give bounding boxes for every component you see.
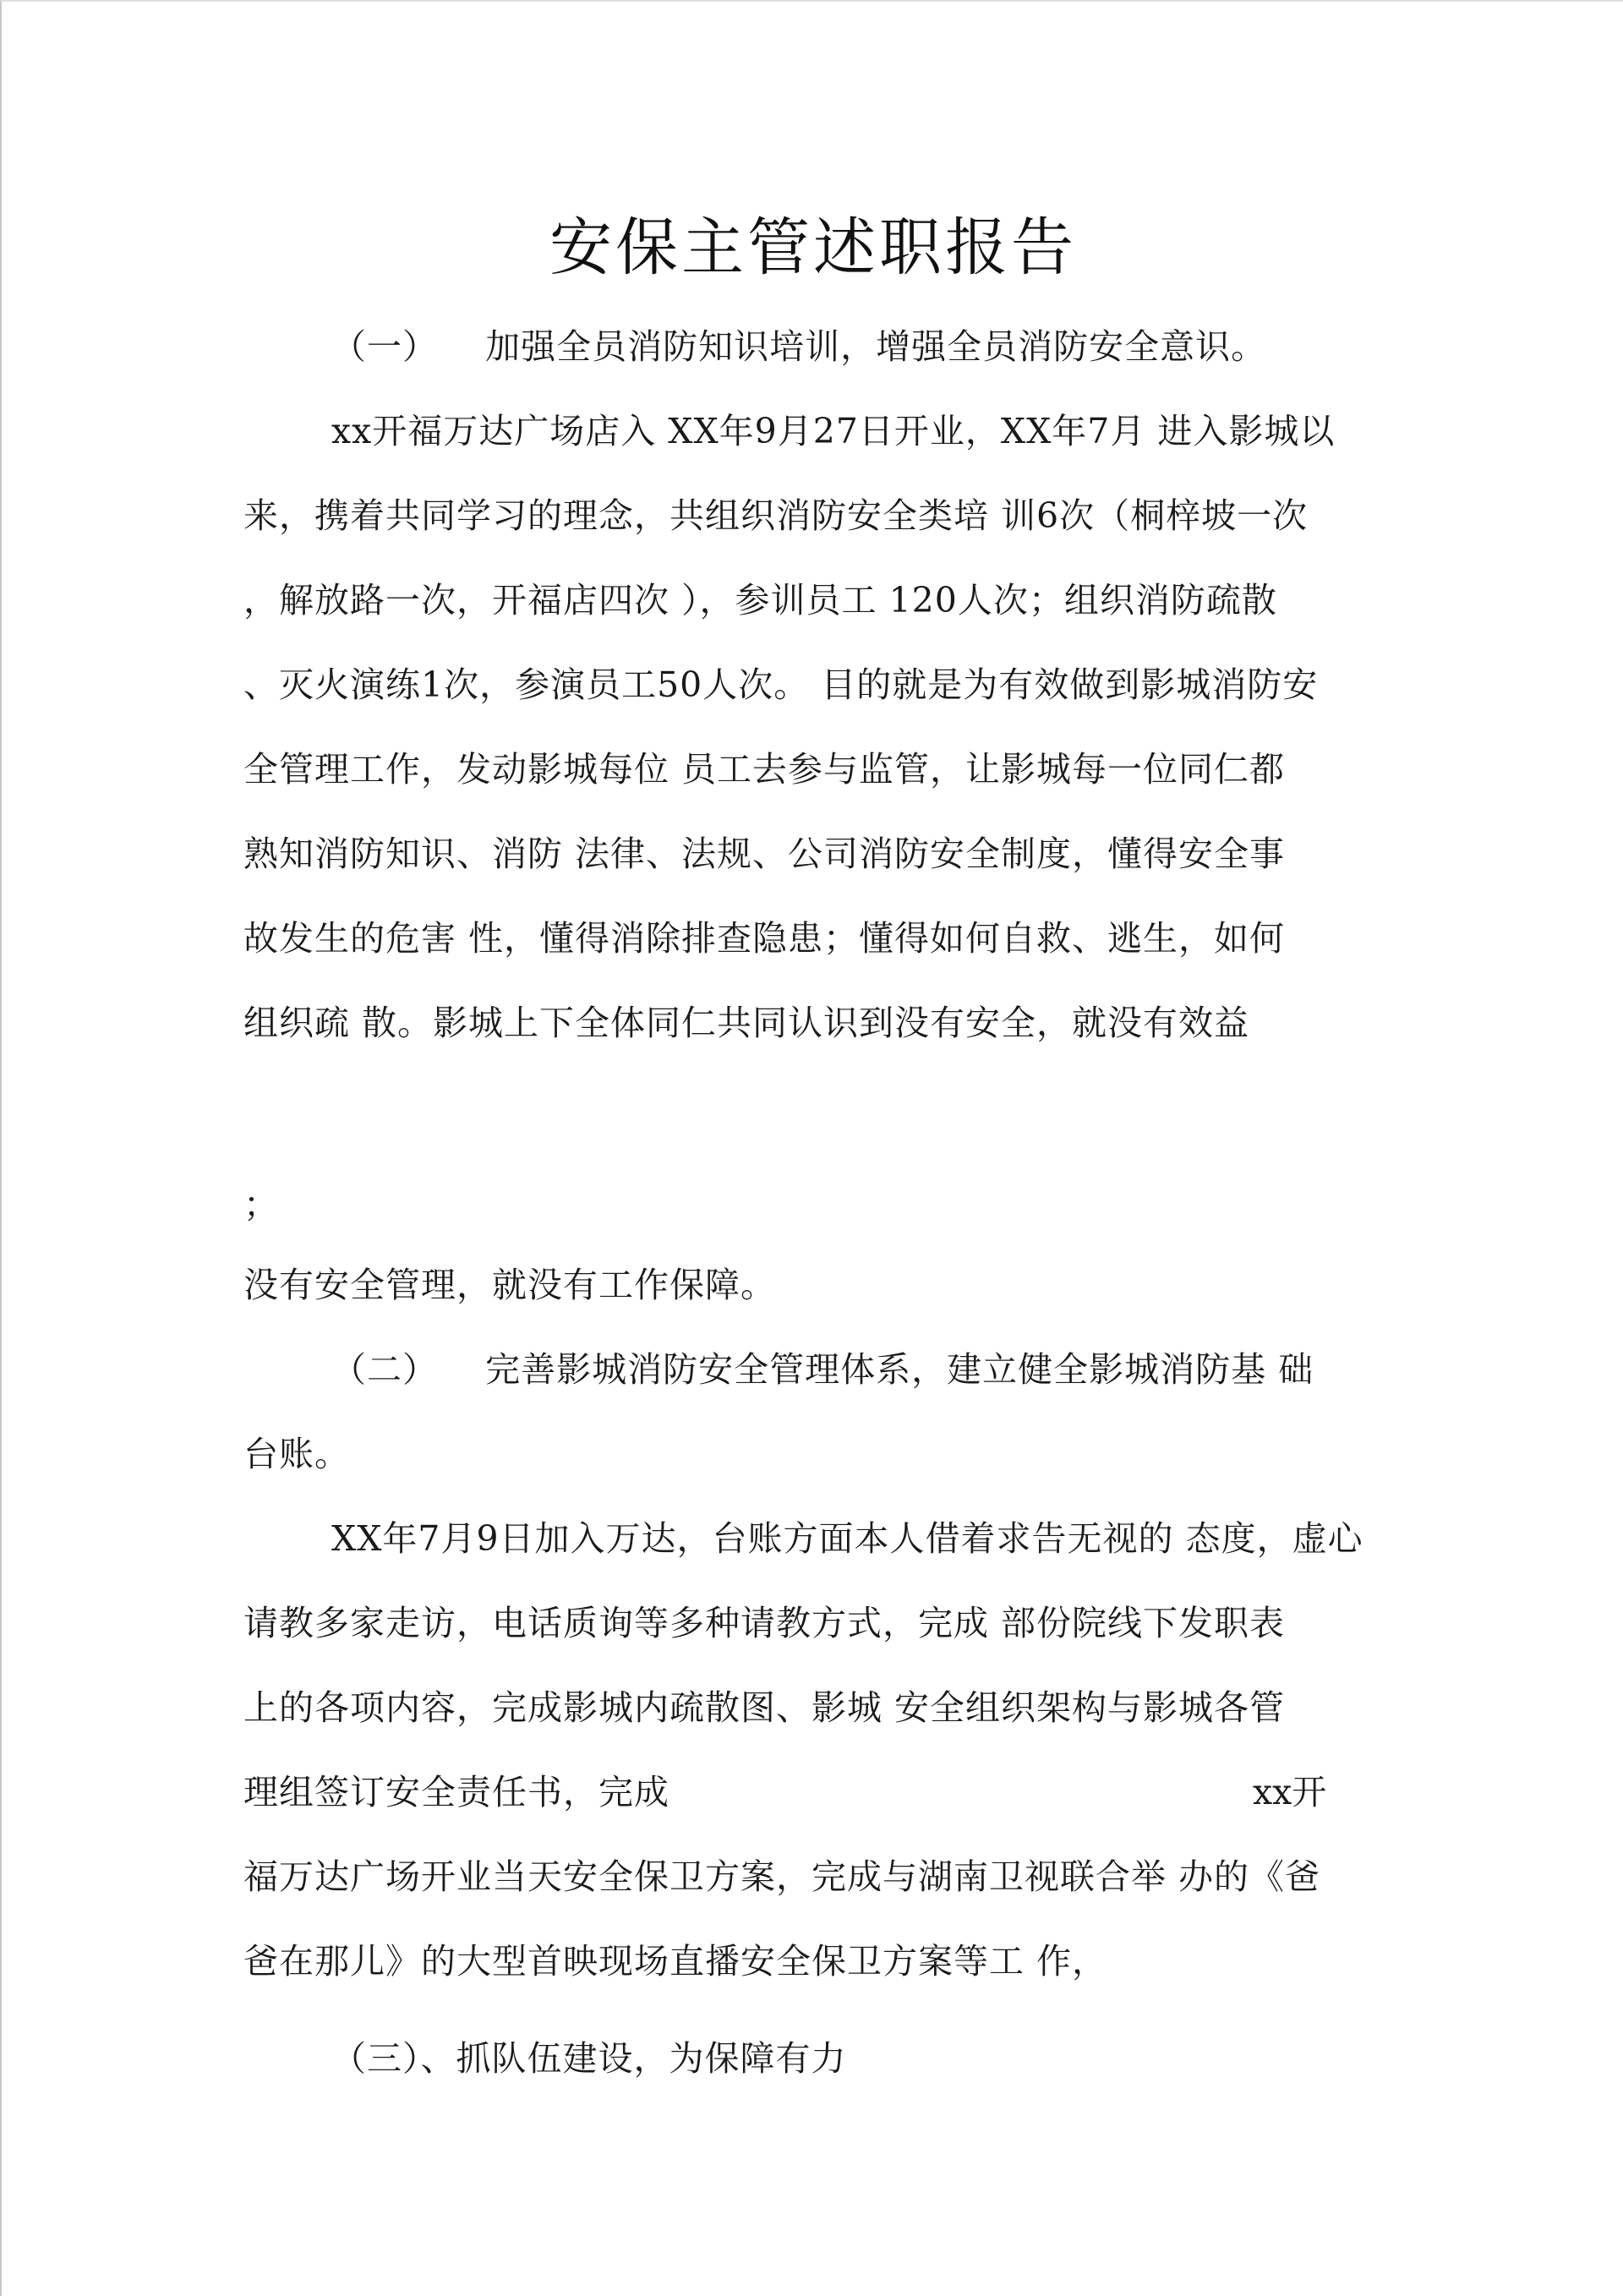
section-heading-2: （二） 完善影城消防安全管理体系，建立健全影城消防基 础 bbox=[331, 1349, 1314, 1390]
paragraph-line: 理组签订安全责任书，完成 bbox=[243, 1772, 669, 1812]
paragraph-line: 熟知消防知识、消防 法律、法规、公司消防安全制度，懂得安全事 bbox=[243, 834, 1286, 874]
section-heading-1: （一） 加强全员消防知识培训，增强全员消防安全意识。 bbox=[331, 326, 1267, 367]
paragraph-line: xx开福万达广场店入 XX年9月27日开业，XX年7月 进入影城以 bbox=[331, 411, 1336, 451]
paragraph-line: 、灭火演练1次，参演员工50人次。 目的就是为有效做到影城消防安 bbox=[243, 664, 1319, 705]
paragraph-line: 组织疏 散。影城上下全体同仁共同认识到没有安全，就没有效益 bbox=[243, 1003, 1250, 1043]
paragraph-line: 来，携着共同学习的理念，共组织消防安全类培 训6次（桐梓坡一次 bbox=[243, 495, 1309, 536]
paragraph-line: 请教多家走访，电话质询等多种请教方式，完成 部份院线下发职表 bbox=[243, 1603, 1286, 1643]
paragraph-line: 全管理工作，发动影城每位 员工去参与监管，让影城每一位同仁都 bbox=[243, 749, 1286, 790]
paragraph-line: 爸在那儿》的大型首映现场直播安全保卫方案等工 作， bbox=[243, 1941, 1108, 1982]
paragraph-line: 没有安全管理，就没有工作保障。 bbox=[243, 1265, 776, 1305]
paragraph-line: ，解放路一次，开福店四次 ），参训员工 120人次；组织消防疏散 bbox=[243, 580, 1277, 620]
section-heading-2-cont: 台账。 bbox=[243, 1434, 350, 1474]
document-title: 安保主管述职报告 bbox=[549, 211, 1077, 284]
paragraph-line-fragment: xx开 bbox=[1253, 1772, 1327, 1812]
section-heading-3: （三）、抓队伍建设，为保障有力 bbox=[331, 2038, 847, 2079]
paragraph-line: 故发生的危害 性，懂得消除排查隐患；懂得如何自救、逃生，如何 bbox=[243, 918, 1286, 959]
paragraph-line: ； bbox=[243, 1184, 279, 1225]
paragraph-line: 福万达广场开业当天安全保卫方案，完成与湖南卫视联合举 办的《爸 bbox=[243, 1856, 1321, 1897]
paragraph-line: 上的各项内容，完成影城内疏散图、影城 安全组织架构与影城各管 bbox=[243, 1687, 1286, 1728]
paragraph-line: XX年7月9日加入万达，台账方面本人借着求告无视的 态度，虚心 bbox=[331, 1518, 1363, 1559]
